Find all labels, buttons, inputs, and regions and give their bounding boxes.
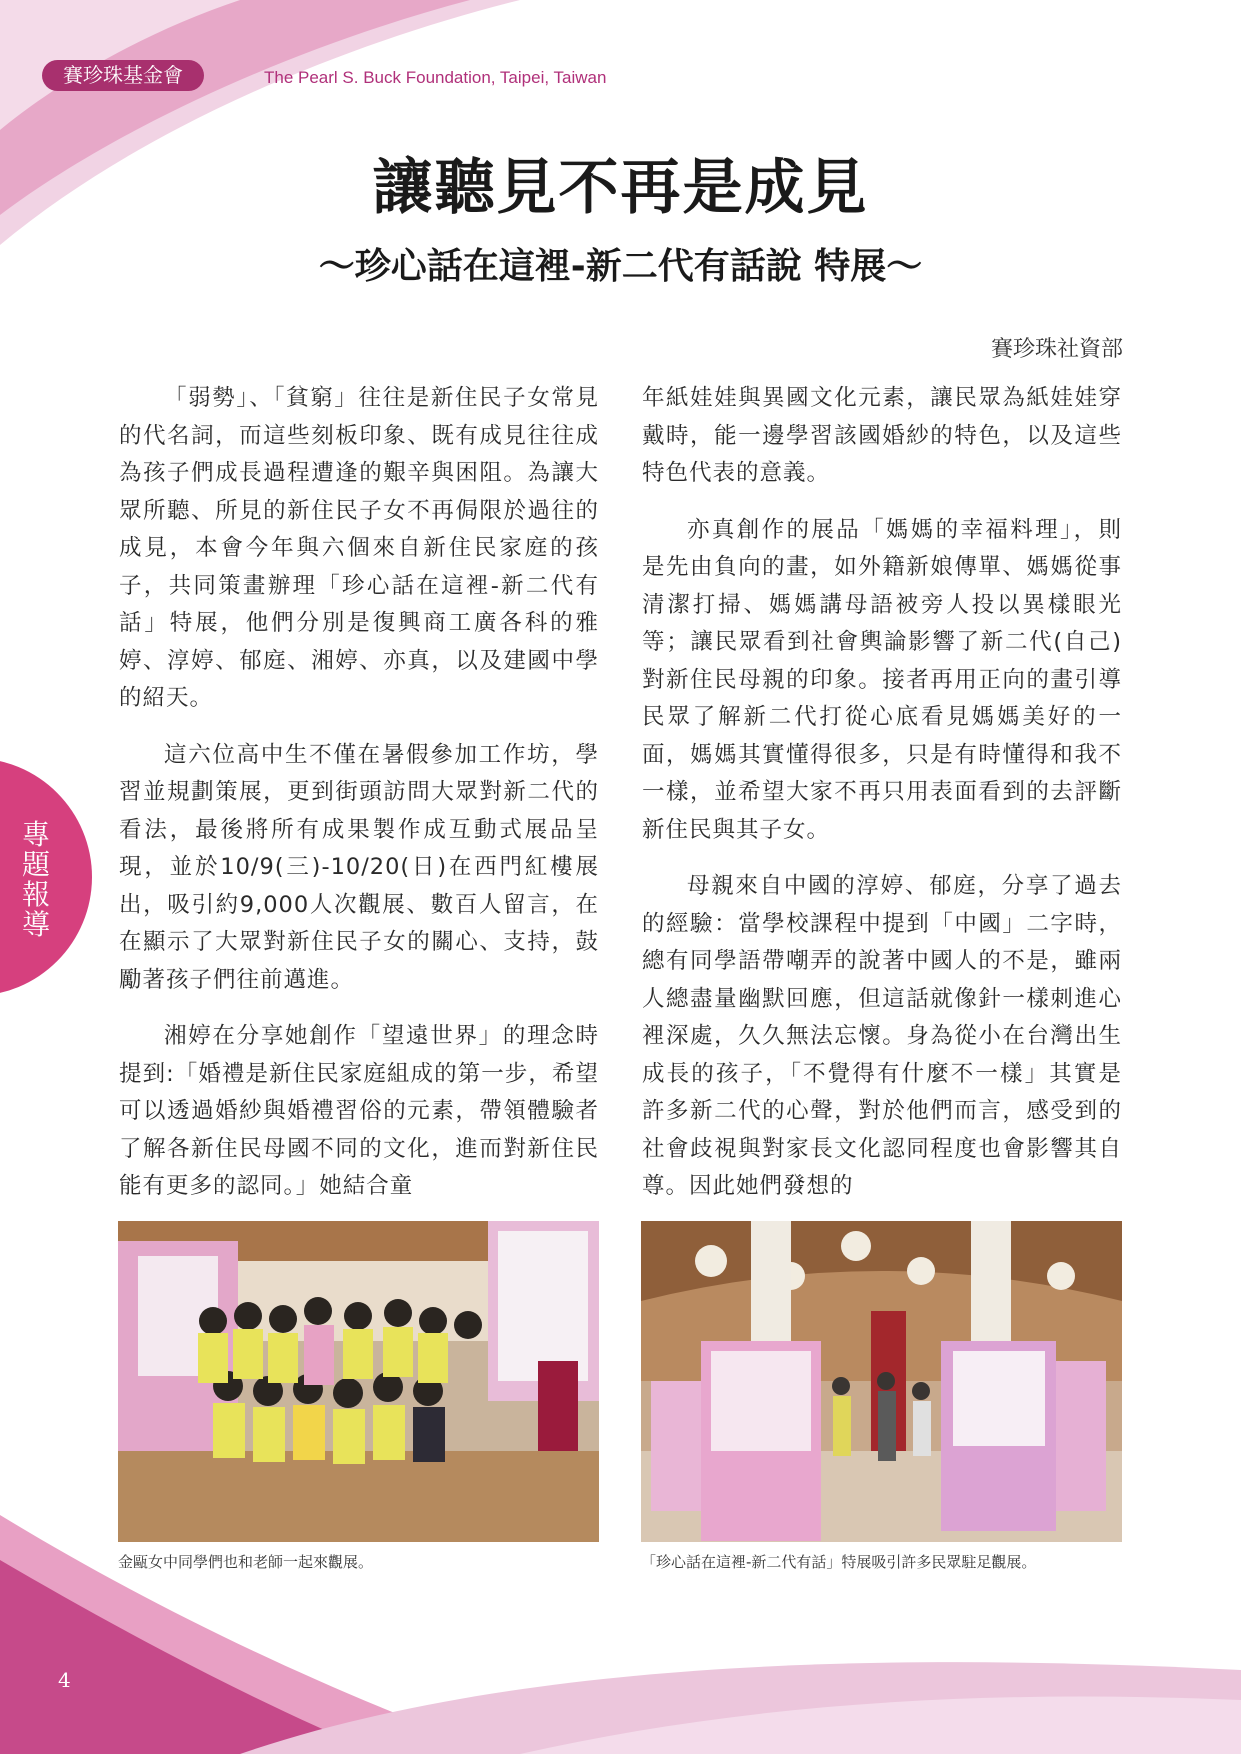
photo-caption: 金甌女中同學們也和老師一起來觀展。 bbox=[118, 1553, 374, 1571]
paragraph: 亦真創作的展品「媽媽的幸福料理」，則是先由負向的畫，如外籍新娘傳單、媽媽從事清潔打掃、媽媽講母語被旁人投以異樣眼光等；讓民眾看到社會輿論影響了新二代(自己)對新住民母親的印象。接者再用正向的畫引導民眾了解新二代打從心底看見媽媽美好的一面，媽媽其實懂得很多，只是有時懂得和我不一樣，並希望大家不再只用表面看到的去評斷新住民與其子女。 bbox=[642, 516, 1122, 843]
page-number: 4 bbox=[58, 1668, 71, 1692]
org-english-name: The Pearl S. Buck Foundation, Taipei, Taiwan bbox=[264, 68, 607, 87]
paragraph: 「弱勢」、「貧窮」往往是新住民子女常見的代名詞，而這些刻板印象、既有成見往往成為孩子們成長過程遭逢的艱辛與困阻。為讓大眾所聽、所見的新住民子女不再侷限於過往的成見，本會今年與六個來自新住民家庭的孩子，共同策畫辦理「珍心話在這裡-新二代有話」特展，他們分別是復興商工廣各科的雅婷、淳婷、郁庭、湘婷、亦真，以及建國中學的紹天。 bbox=[119, 385, 599, 711]
paragraph: 湘婷在分享她創作「望遠世界」的理念時提到:「婚禮是新住民家庭組成的第一步，希望可以透過婚紗與婚禮習俗的元素，帶領體驗者了解各新住民母國不同的文化，進而對新住民能有更多的認同。」她結合童 bbox=[119, 1023, 599, 1199]
section-label: 專題報導 bbox=[21, 818, 50, 941]
article-title: 讓聽見不再是成見 bbox=[372, 153, 869, 223]
org-badge: 賽珍珠基金會 bbox=[42, 60, 204, 91]
article-author: 賽珍珠社資部 bbox=[990, 337, 1123, 362]
paragraph: 這六位高中生不僅在暑假參加工作坊，學習並規劃策展，更到街頭訪問大眾對新二代的看法，最後將所有成果製作成互動式展品呈現，並於10/9(三)-10/20(日)在西門紅樓展出，吸引約9,000人次觀展、數百人留言，在在顯示了大眾對新住民子女的關心、支持，鼓勵著孩子們往前邁進。 bbox=[119, 741, 599, 993]
photo-caption: 「珍心話在這裡-新二代有話」特展吸引許多民眾駐足觀展。 bbox=[641, 1553, 1037, 1571]
paragraph: 母親來自中國的淳婷、郁庭，分享了過去的經驗：當學校課程中提到「中國」二字時，總有同學語帶嘲弄的說著中國人的不是，雖兩人總盡量幽默回應，但這話就像針一樣刺進心裡深處，久久無法忘懷。身為從小在台灣出生成長的孩子，「不覺得有什麼不一樣」其實是許多新二代的心聲，對於他們而言，感受到的社會歧視與對家長文化認同程度也會影響其自尊。因此她們發想的 bbox=[642, 873, 1122, 1199]
right-column bbox=[642, 380, 1122, 1225]
exhibition-photo bbox=[641, 1221, 1122, 1542]
left-column bbox=[119, 380, 599, 1225]
article-subtitle: ～珍心話在這裡-新二代有話說 特展～ bbox=[318, 246, 923, 287]
paragraph: 年紙娃娃與異國文化元素，讓民眾為紙娃娃穿戴時，能一邊學習該國婚紗的特色，以及這些特色代表的意義。 bbox=[642, 385, 1122, 486]
group-photo bbox=[118, 1221, 599, 1542]
